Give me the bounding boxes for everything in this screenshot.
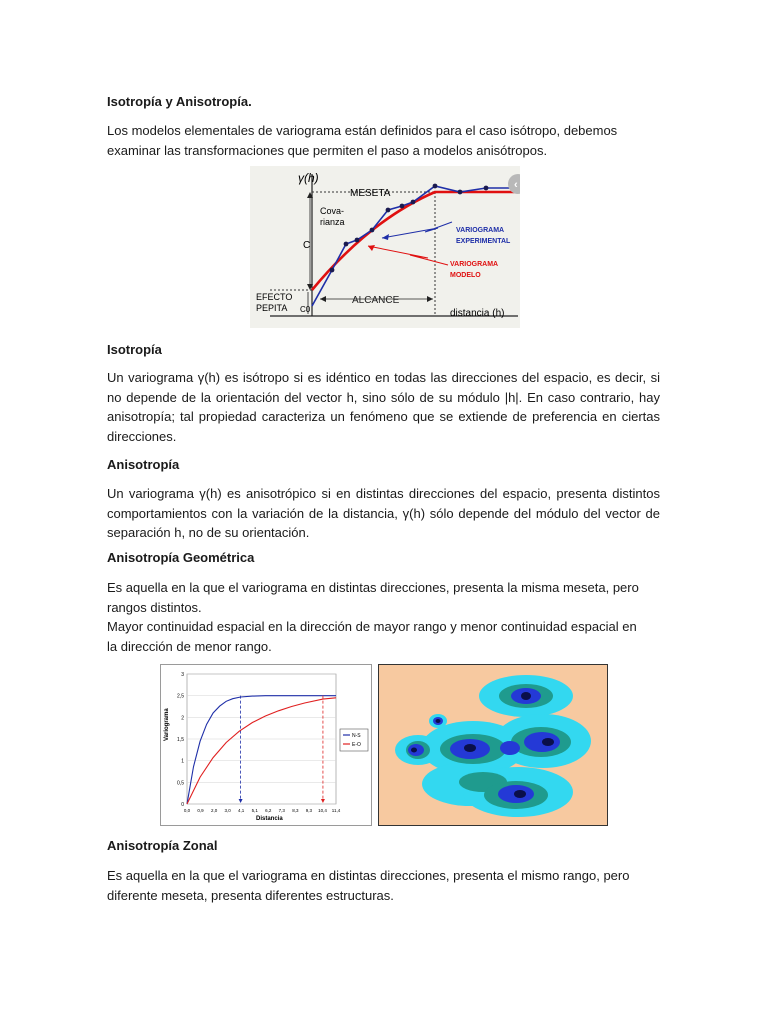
fig1-covarianza-label-1: Cova-: [320, 206, 345, 216]
chart-x-tick-label: 6,2: [265, 808, 272, 813]
legend-ns-label: N-S: [352, 733, 361, 739]
geometrica-paragraph-2: Mayor continuidad espacial en la dirección de mayor rango y menor continuidad espacial en la dirección de menor rango.: [107, 619, 637, 654]
variogram-diagram: [250, 166, 520, 328]
svg-text:‹: ‹: [514, 179, 518, 191]
fig1-c0-label: C0: [300, 305, 311, 314]
legend-eo-label: E-O: [352, 742, 361, 748]
chart-x-tick-label: 0,0: [183, 808, 191, 813]
chart-x-tick-label: 11,4: [331, 808, 341, 813]
isotropia-paragraph: Un variograma γ(h) es isótropo si es idéntico en todas las direcciones del espacio, es decir, si no depende de la orientación del vector h, sino sólo de su módulo |h|. En caso contrario, hay anisotropía; tal propiedad caracteriza un fenómeno que se extiende de preferencia en ciertas direcciones.: [107, 370, 660, 444]
fig1-exp-label-2: EXPERIMENTAL: [456, 238, 511, 245]
chart-legend: [340, 729, 368, 751]
chart-y-axis-label: Variograma: [164, 708, 170, 741]
intro-paragraph: Los modelos elementales de variograma están definidos para el caso isótropo, debemos examinar las transformaciones que permiten el paso a modelos anisótropos.: [107, 123, 618, 158]
fig1-efecto-label-2: PEPITA: [256, 303, 288, 313]
chart-x-tick-label: 9,3: [305, 808, 313, 813]
fig1-alcance-label: ALCANCE: [352, 295, 400, 306]
fig1-y-label: γ(h): [298, 171, 319, 185]
fig1-c-label: C: [303, 240, 311, 251]
chart-x-tick-label: 8,3: [292, 808, 299, 813]
zonal-paragraph: Es aquella en la que el variograma en distintas direcciones, presenta el mismo rango, pero diferente meseta, presenta diferentes estructuras.: [107, 868, 630, 903]
fig1-efecto-label-1: EFECTO: [256, 292, 293, 302]
chart-y-tick-label: 2: [181, 715, 184, 722]
chart-y-tick-label: 0: [181, 802, 184, 808]
fig1-x-label: distancia (h): [450, 308, 505, 319]
fig1-covarianza-label-2: rianza: [320, 217, 345, 227]
chart-x-tick-label: 2,0: [210, 808, 218, 813]
section-heading-main: Isotropía y Anisotropía.: [107, 94, 252, 109]
chart-x-tick-label: 10,4: [318, 808, 327, 813]
heading-isotropia: Isotropía: [107, 342, 162, 357]
geometrica-paragraph-1: Es aquella en la que el variograma en distintas direcciones, presenta la misma meseta, pero rangos distintos.: [107, 580, 639, 615]
heading-anisotropia-zonal: Anisotropía Zonal: [107, 838, 218, 853]
chart-y-tick-label: 2,5: [177, 693, 184, 700]
chart-x-tick-label: 0,9: [197, 808, 204, 813]
chart-x-axis-label: Distancia: [256, 816, 283, 822]
fig1-exp-label-1: VARIOGRAMA: [456, 227, 505, 234]
fig1-meseta-label: MESETA: [350, 188, 391, 199]
chart-y-tick-label: 1,5: [177, 737, 184, 743]
chart-y-tick-label: 1: [181, 758, 184, 765]
chart-y-tick-label: 0,5: [177, 780, 184, 787]
heading-anisotropia-geometrica: Anisotropía Geométrica: [107, 550, 255, 565]
chart-x-tick-label: 7,3: [278, 808, 285, 813]
variogram-chart: [160, 664, 372, 826]
fig1-mod-label-2: MODELO: [450, 272, 481, 279]
heading-anisotropia: Anisotropía: [107, 457, 180, 472]
fig1-mod-label-1: VARIOGRAMA: [450, 261, 499, 268]
chart-y-tick-label: 3: [181, 672, 184, 678]
chart-x-tick-label: 4,1: [238, 808, 245, 813]
anisotropy-contour-map: [378, 664, 608, 826]
anisotropia-paragraph: Un variograma γ(h) es anisotrópico si en distintas direcciones del espacio, presenta distintos comportamientos con la variación de la distancia, γ(h) sólo depende del módulo del vector de separación h, no de su orientación.: [107, 486, 660, 540]
chart-x-tick-label: 3,0: [224, 808, 231, 813]
chart-x-tick-label: 5,1: [251, 808, 258, 813]
